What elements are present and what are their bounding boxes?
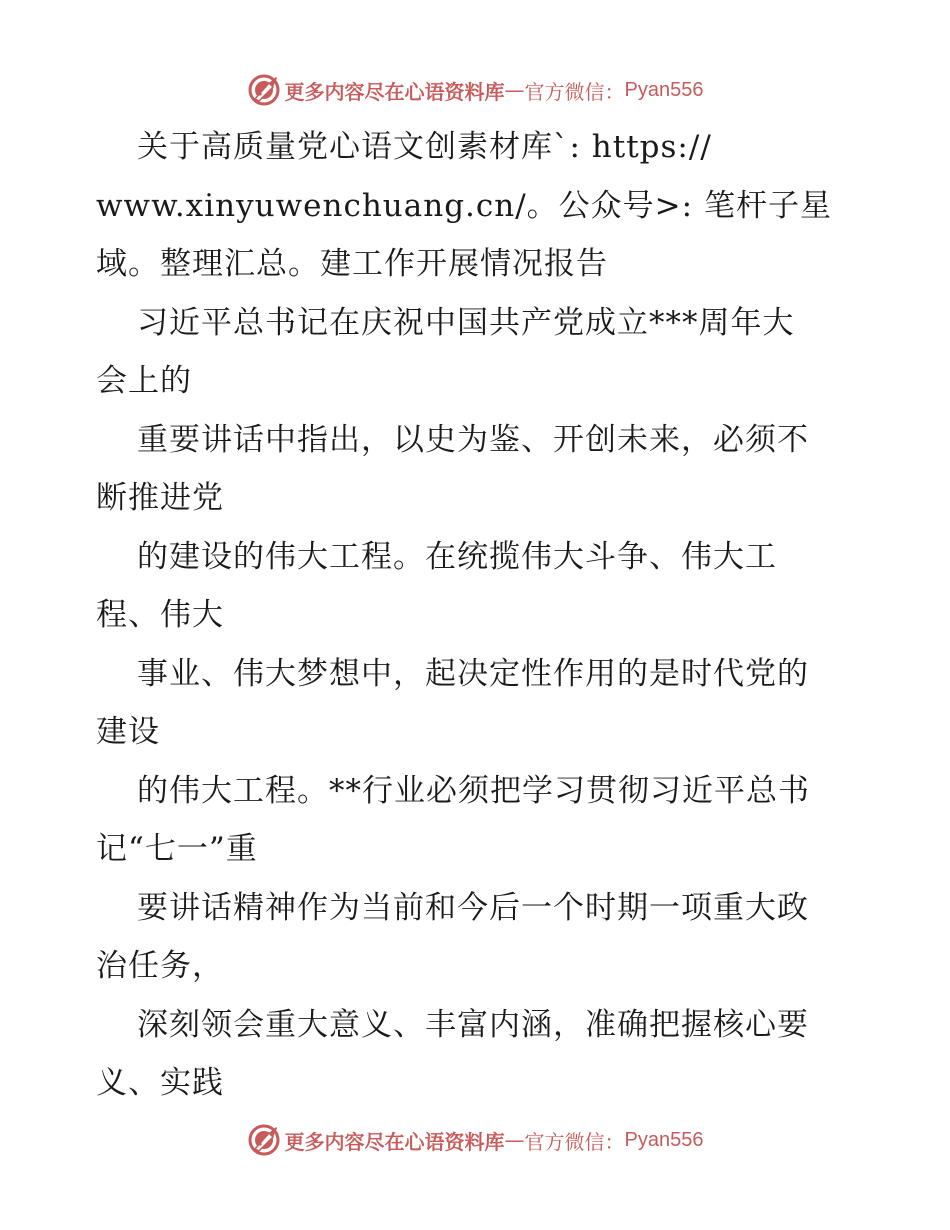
text-line: 断推进党 — [96, 480, 224, 516]
banner-brand-text: 更多内容尽在心语资料库 — [284, 1129, 505, 1154]
text-line: 建设 — [96, 714, 160, 750]
pen-nib-logo-icon — [247, 73, 281, 107]
text-line: 治任务， — [96, 948, 224, 984]
text-line: 深刻领会重大意义、丰富内涵，准确把握核心要 — [137, 1006, 809, 1043]
banner-wechat-id: Pyan556 — [624, 1128, 704, 1151]
text-line: 义、实践 — [96, 1065, 224, 1101]
text-line: 的伟大工程。**行业必须把学习贯彻习近平总书 — [137, 772, 810, 809]
banner-wechat-id: Pyan556 — [624, 78, 704, 101]
banner-dash: — — [504, 1128, 525, 1152]
banner-brand-text: 更多内容尽在心语资料库 — [284, 79, 505, 104]
text-line: 关于高质量党心语文创素材库`: https:// — [137, 129, 712, 165]
text-line: 的建设的伟大工程。在统揽伟大斗争、伟大工 — [137, 538, 777, 575]
text-line: 重要讲话中指出，以史为鉴、开创未来，必须不 — [137, 421, 809, 458]
text-line: www.xinyuwenchuang.cn/。公众号>: 笔杆子星 — [96, 187, 832, 224]
banner-wechat-label: 官方微信： — [524, 1129, 625, 1154]
banner-wechat-label: 官方微信： — [524, 79, 625, 104]
text-line: 习近平总书记在庆祝中国共产党成立***周年大 — [137, 304, 795, 341]
header-watermark-banner — [0, 70, 950, 110]
banner-dash: — — [504, 78, 525, 102]
text-line: 会上的 — [96, 363, 192, 399]
footer-watermark-banner — [0, 1120, 950, 1160]
text-line: 事业、伟大梦想中，起决定性作用的是时代党的 — [137, 655, 809, 692]
text-line: 域。整理汇总。建工作开展情况报告 — [96, 246, 608, 282]
text-line: 记“七一”重 — [96, 831, 258, 867]
text-line: 要讲话精神作为当前和今后一个时期一项重大政 — [137, 889, 809, 926]
pen-nib-logo-icon — [247, 1123, 281, 1157]
document-body — [96, 118, 856, 1113]
text-line: 程、伟大 — [96, 597, 224, 633]
